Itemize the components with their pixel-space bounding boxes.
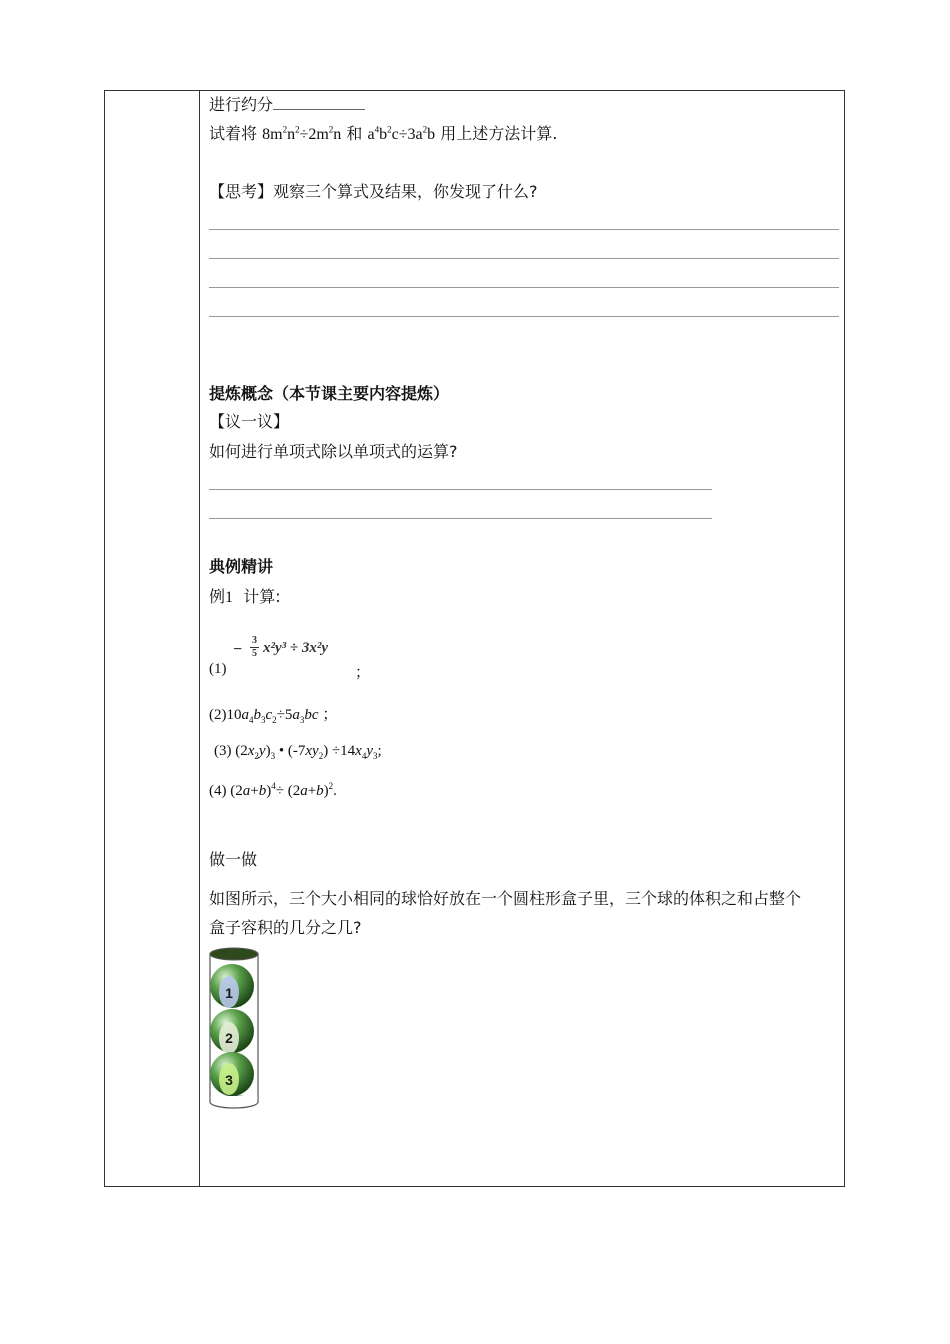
answer-line[interactable] (209, 229, 839, 230)
activity-heading: 做一做 (209, 850, 258, 869)
ball-1 (210, 964, 254, 1008)
answer-line[interactable] (209, 258, 839, 259)
problem-2: $(2)10a_4b_3c_2\div 5a_3bc$ ； (209, 707, 338, 725)
ball-label: 1 (225, 985, 233, 1001)
intro-line (209, 93, 365, 116)
answer-line[interactable] (209, 518, 712, 519)
problem-1-label: (1) (209, 661, 227, 677)
lesson-table (104, 90, 845, 1187)
concept-heading: 提炼概念（本节课主要内容提炼） (209, 384, 450, 403)
problem-1-expression: − 3 5 x²y³ ÷ 3x²y (233, 635, 329, 659)
cylinder-lid (210, 948, 258, 960)
problem-4: (4) $(2a+b)^4\div (2a+b)^2$. (209, 781, 337, 799)
cylinder-illustration (209, 946, 265, 1112)
answer-line[interactable] (209, 287, 839, 288)
expression-1: $8m^2n^2\div 2m^2n$ (262, 124, 342, 143)
ball-label: 3 (225, 1072, 233, 1088)
content-cell: 进行约分 试着将 $8m^2n^2\div 2m^2n$ 和 $a^4b^2c\div 3a^2b$ 用上述方法计算. 【思考】观察三个算式及结果，你发现了什么? 提炼概念（本节课主要内容提炼） 【议一议】 如何进行单项式除以单项式的运算? 典例精讲 例1 计算: (1) − 3 5 x²y³ ÷ 3x²y ； $(2)10a_4b_3c_2\div 5a_3bc$ ； (3) $(2x_2y)_3$ • $(-7xy_2) \div 14x_4y_3$; (4) $(2a+b)^4\div (2a+b)^2$. 做一做 如图所示，三个大小相同的球恰好放在一个圆柱形盒子里，三个球的体积之和占整个 盒子容积的几分之几? 1 2 3 (209, 91, 839, 1186)
ball-3 (210, 1052, 254, 1096)
answer-line[interactable] (209, 489, 712, 490)
answer-blank[interactable] (273, 93, 365, 110)
answer-line[interactable] (209, 316, 839, 317)
intro-text: 进行约分 (209, 95, 274, 114)
discuss-label: 【议一议】 (209, 412, 290, 431)
try-line: 试着将 $8m^2n^2\div 2m^2n$ 和 $a^4b^2c\div 3a^2b$ 用上述方法计算. (209, 124, 558, 143)
left-column (105, 91, 200, 1186)
problem-3: (3) $(2x_2y)_3$ • $(-7xy_2) \div 14x_4y_3$; (214, 743, 382, 761)
think-prompt: 【思考】观察三个算式及结果，你发现了什么? (209, 182, 538, 201)
activity-question-line1: 如图所示，三个大小相同的球恰好放在一个圆柱形盒子里，三个球的体积之和占整个 (209, 889, 802, 908)
concept-question: 如何进行单项式除以单项式的运算? (209, 442, 458, 461)
example-label: 例1 计算: (209, 587, 281, 606)
examples-heading: 典例精讲 (209, 557, 274, 576)
ball-label: 2 (225, 1030, 233, 1046)
activity-question-line2: 盒子容积的几分之几? (209, 918, 362, 937)
expression-2: $a^4b^2c\div 3a^2b$ (367, 124, 436, 143)
